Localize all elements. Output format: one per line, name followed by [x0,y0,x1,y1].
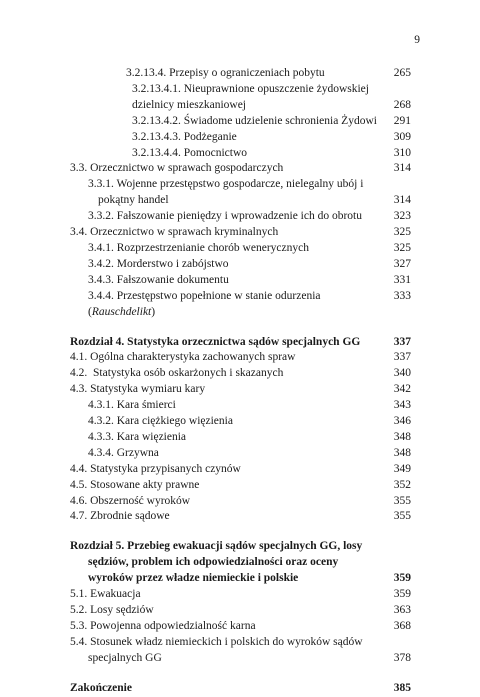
toc-entry [70,225,411,241]
toc-entry [70,494,411,510]
table-of-contents [70,66,411,697]
toc-entry [70,430,411,446]
toc-entry [70,603,411,619]
toc-entry-title: 4.6. Obszerność wyroków [70,494,191,507]
toc-entry [70,289,411,321]
toc-entry-title: 3.2.13.4.2. Świadome udzielenie schronienia Żydowi [132,114,377,127]
toc-chapter [70,335,411,351]
toc-entry [70,257,411,273]
toc-entry [70,241,411,257]
toc-entry-title: 3.4.3. Fałszowanie dokumentu [88,273,229,286]
toc-entry-title: 4.3.3. Kara więzienia [88,430,187,443]
toc-entry-page: 331 [393,273,411,286]
toc-entry-title: 4.2. Statystyka osób oskarżonych i skazanych [70,367,284,380]
toc-entry-page: 309 [393,130,411,143]
toc-entry-title: 4.4. Statystyka przypisanych czynów [70,462,241,475]
toc-entry-page: 352 [393,478,411,491]
toc-entry [70,619,411,635]
toc-entry-page: 378 [393,651,411,664]
toc-entry-title: 3.4. Orzecznictwo w sprawach kryminalnych [70,226,279,239]
toc-entry-page: 355 [393,494,411,507]
toc-entry-title: 3.4.2. Morderstwo i zabójstwo [88,257,229,270]
toc-entry [70,398,411,414]
toc-entry-title: 3.2.13.4.4. Pomocnictwo [132,146,247,159]
toc-entry [70,366,411,382]
toc-chapter-page: 359 [393,572,411,585]
toc-chapter-page: 337 [393,335,411,348]
toc-entry-title: 3.2.13.4.1. Nieuprawnione opuszczenie żydowskiej dzielnicy mieszkaniowej [132,82,369,111]
toc-entry-title: 4.3.1. Kara śmierci [88,399,176,412]
toc-entry-page: 268 [393,98,411,111]
toc-entry [70,446,411,462]
toc-entry-page: 337 [393,351,411,364]
section-gap [70,525,411,539]
toc-entry-page: 348 [393,430,411,443]
section-gap [70,321,411,335]
toc-entry-title: 4.3.2. Kara ciężkiego więzienia [88,415,233,428]
toc-entry-page: 291 [393,114,411,127]
toc-entry-page: 359 [393,588,411,601]
toc-entry-title: 3.3.1. Wojenne przestępstwo gospodarcze, nielegalny ubój i pokątny handel [88,178,364,207]
page-number: 9 [414,34,420,46]
toc-entry [70,350,411,366]
toc-entry-title: 3.3.2. Fałszowanie pieniędzy i wprowadzenie ich do obrotu [88,210,363,223]
toc-entry [70,114,411,130]
toc-entry-title: 4.3. Statystyka wymiaru kary [70,383,206,396]
toc-entry-page: 342 [393,383,411,396]
toc-entry-title: 3.2.13.4. Przepisy o ograniczeniach pobytu [126,67,325,79]
toc-entry [70,478,411,494]
toc-entry-title: 3.2.13.4.3. Podżeganie [132,130,237,143]
toc-entry [70,130,411,146]
toc-entry-title: 5.1. Ewakuacja [70,588,141,601]
toc-entry [70,382,411,398]
toc-entry-page: 325 [393,241,411,254]
toc-entry-title: 5.4. Stosunek władz niemieckich i polskich do wyroków sądów specjalnych GG [70,635,363,664]
toc-entry-page: 314 [393,194,411,207]
toc-entry [70,177,411,209]
toc-entry-page: 265 [393,67,411,79]
toc-entry [70,82,411,114]
toc-chapter-title: Rozdział 4. Statystyka orzecznictwa sądów specjalnych GG [70,335,361,348]
toc-entry-page: 349 [393,462,411,475]
toc-entry-page: 314 [393,162,411,175]
toc-entry-page: 325 [393,226,411,239]
toc-entry [70,587,411,603]
toc-chapter-page: 385 [393,681,411,694]
toc-entry-title: 3.4.4. Przestępstwo popełnione w stanie odurzenia (Rauschdelikt) [88,289,321,318]
toc-entry-page: 343 [393,399,411,412]
toc-entry-page: 333 [393,289,411,302]
toc-entry [70,161,411,177]
toc-entry [70,209,411,225]
toc-entry-page: 346 [393,415,411,428]
toc-entry-title: 3.3. Orzecznictwo w sprawach gospodarczych [70,162,284,175]
foreign-term: Rauschdelikt [91,305,152,318]
toc-entry [70,273,411,289]
toc-entry-title: 4.7. Zbrodnie sądowe [70,510,170,523]
toc-entry-page: 323 [393,210,411,223]
toc-chapter [70,539,411,587]
toc-entry-title: 4.1. Ogólna charakterystyka zachowanych spraw [70,351,296,364]
toc-entry [70,66,411,82]
toc-entry-page: 340 [393,367,411,380]
toc-chapter-title: Rozdział 5. Przebieg ewakuacji sądów specjalnych GG, losy sędziów, problem ich odpowiedzialności oraz oceny wyroków przez władze niemieckie i polskie [70,540,363,585]
toc-chapter-title: Zakończenie [70,681,132,694]
toc-entry-page: 363 [393,604,411,616]
toc-chapter [70,681,411,697]
toc-entry [70,146,411,162]
toc-entry [70,635,411,667]
toc-entry-title: 5.3. Powojenna odpowiedzialność karna [70,619,256,632]
toc-entry-title: 4.3.4. Grzywna [88,446,159,459]
toc-entry-page: 368 [393,619,411,632]
toc-entry-page: 310 [393,146,411,159]
toc-entry [70,462,411,478]
toc-entry-title: 3.4.1. Rozprzestrzenianie chorób wenerycznych [88,241,309,254]
toc-entry [70,414,411,430]
toc-entry-title: 5.2. Losy sędziów [70,604,154,616]
toc-entry-page: 327 [393,257,411,270]
toc-entry-page: 355 [393,510,411,523]
toc-entry-page: 348 [393,446,411,459]
toc-entry-title: 4.5. Stosowane akty prawne [70,478,200,491]
section-gap [70,667,411,681]
toc-entry [70,509,411,525]
